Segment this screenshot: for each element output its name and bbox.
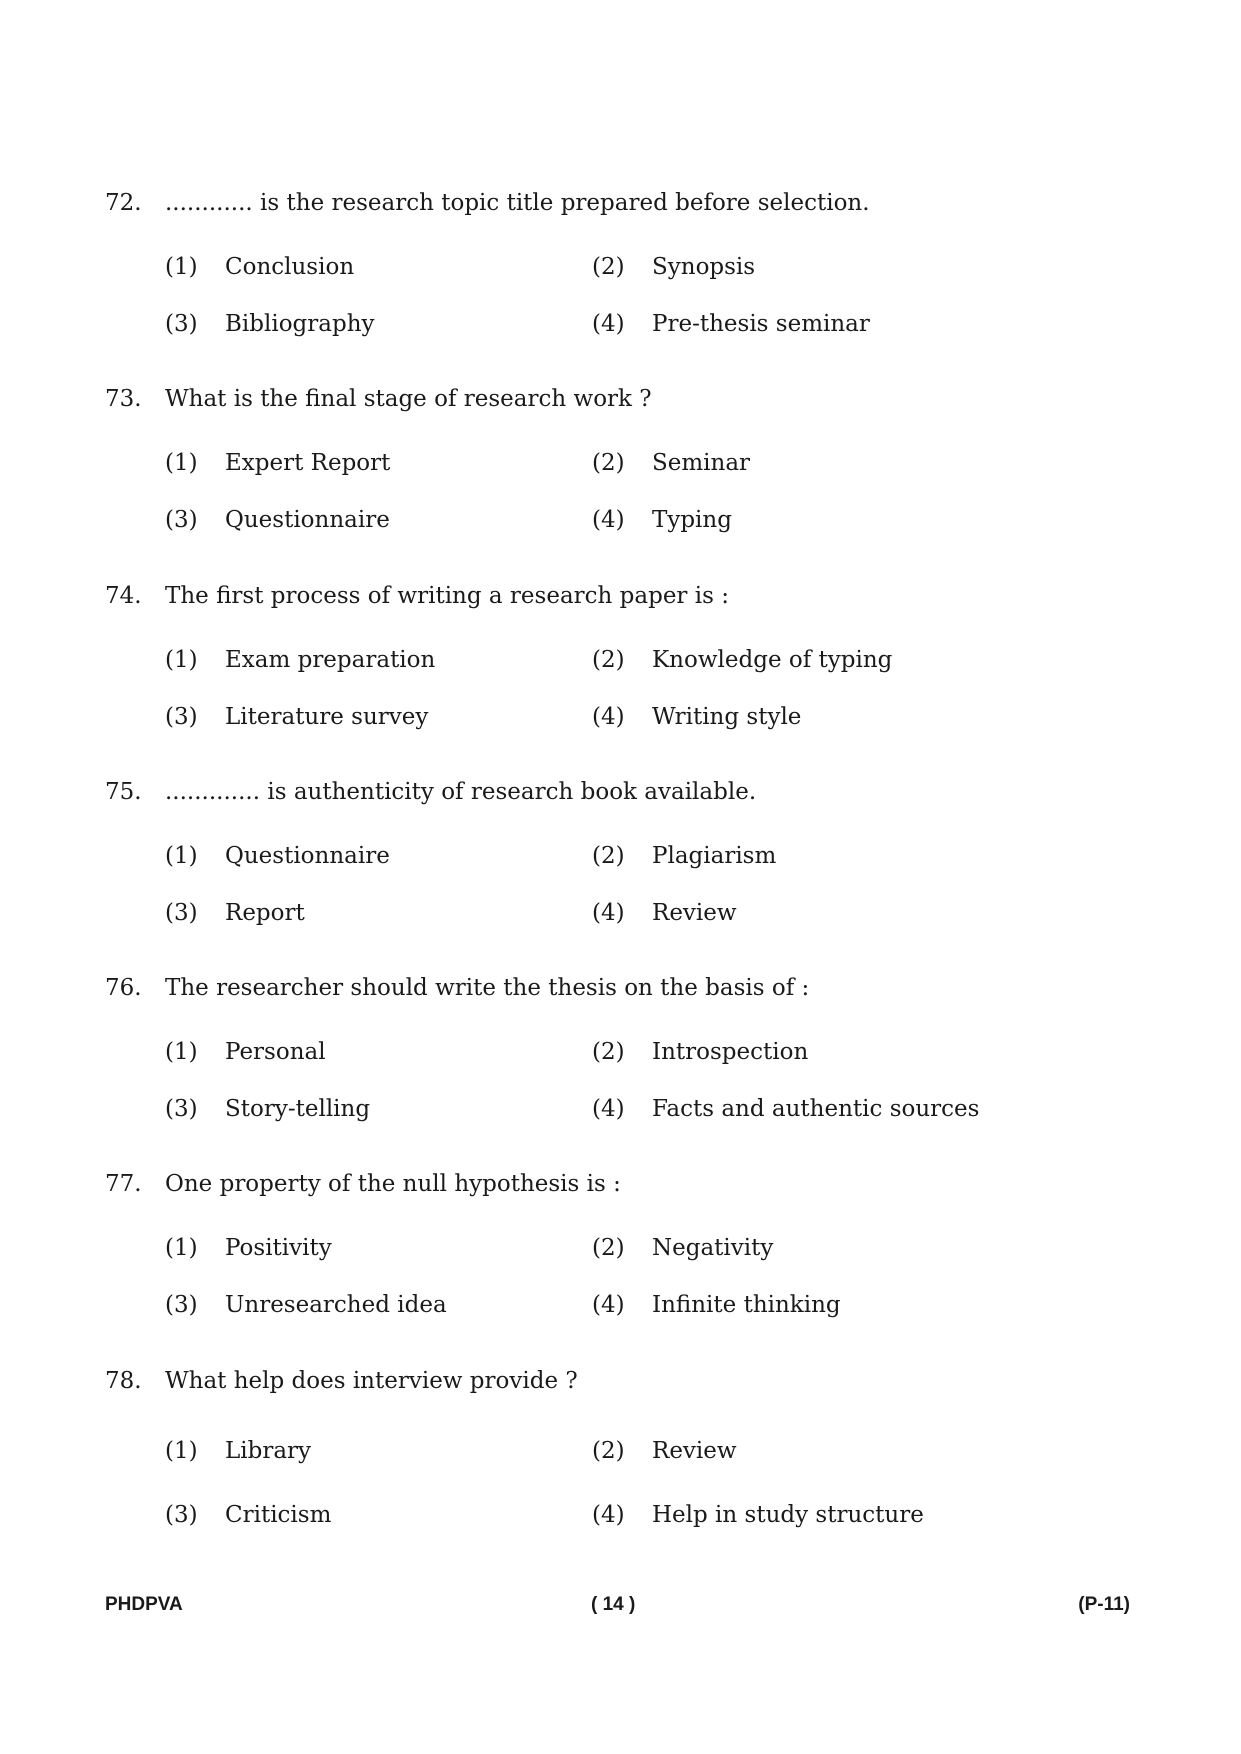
option-text: Knowledge of typing	[652, 647, 893, 673]
option-text: Review	[652, 1438, 737, 1464]
page-footer	[105, 1590, 1130, 1620]
question-text: ............. is authenticity of research book available.	[165, 779, 757, 805]
option-text: Bibliography	[225, 311, 375, 337]
option-row	[105, 893, 1145, 933]
option-row	[105, 500, 1145, 540]
option-number: (2)	[592, 1235, 625, 1261]
option-text: Infinite thinking	[652, 1292, 841, 1318]
option-number: (2)	[592, 843, 625, 869]
question-text: ............ is the research topic title prepared before selection.	[165, 190, 870, 216]
question-text: The researcher should write the thesis on the basis of :	[165, 975, 810, 1001]
question-77	[105, 1164, 1145, 1325]
question-stem	[105, 772, 1145, 812]
option-number: (4)	[592, 311, 625, 337]
question-stem	[105, 183, 1145, 223]
option-number: (2)	[592, 450, 625, 476]
option-number: (1)	[165, 1039, 198, 1065]
option-text: Introspection	[652, 1039, 809, 1065]
option-row	[105, 304, 1145, 344]
option-text: Review	[652, 900, 737, 926]
option-text: Library	[225, 1438, 312, 1464]
question-text: One property of the null hypothesis is :	[165, 1171, 621, 1197]
option-number: (2)	[592, 647, 625, 673]
option-text: Pre-thesis seminar	[652, 311, 870, 337]
option-text: Questionnaire	[225, 507, 390, 533]
option-text: Help in study structure	[652, 1502, 924, 1528]
option-number: (3)	[165, 1096, 198, 1122]
question-text: What help does interview provide ?	[165, 1368, 578, 1394]
question-stem	[105, 1164, 1145, 1204]
option-text: Unresearched idea	[225, 1292, 447, 1318]
set-code: (P-11)	[1078, 1594, 1130, 1615]
option-text: Report	[225, 900, 305, 926]
option-text: Facts and authentic sources	[652, 1096, 980, 1122]
option-number: (1)	[165, 254, 198, 280]
paper-code: PHDPVA	[105, 1594, 183, 1615]
option-number: (3)	[165, 1502, 198, 1528]
option-text: Personal	[225, 1039, 326, 1065]
option-text: Story-telling	[225, 1096, 371, 1122]
option-text: Questionnaire	[225, 843, 390, 869]
question-stem	[105, 576, 1145, 616]
question-73	[105, 379, 1145, 540]
option-row	[105, 640, 1145, 680]
option-text: Criticism	[225, 1502, 332, 1528]
option-row	[105, 1032, 1145, 1072]
option-text: Synopsis	[652, 254, 756, 280]
option-row	[105, 1228, 1145, 1268]
option-text: Positivity	[225, 1235, 332, 1261]
option-number: (1)	[165, 843, 198, 869]
option-text: Exam preparation	[225, 647, 436, 673]
option-number: (3)	[165, 704, 198, 730]
question-number: 72.	[105, 190, 142, 216]
option-text: Literature survey	[225, 704, 429, 730]
option-number: (4)	[592, 900, 625, 926]
option-number: (3)	[165, 507, 198, 533]
question-76	[105, 968, 1145, 1129]
question-number: 77.	[105, 1171, 142, 1197]
question-number: 74.	[105, 583, 142, 609]
option-row	[105, 697, 1145, 737]
option-number: (4)	[592, 1292, 625, 1318]
option-row	[105, 1089, 1145, 1129]
option-number: (2)	[592, 1438, 625, 1464]
question-stem	[105, 968, 1145, 1008]
option-row	[105, 247, 1145, 287]
option-row	[105, 1431, 1145, 1471]
option-number: (4)	[592, 507, 625, 533]
question-text: What is the final stage of research work ?	[165, 386, 652, 412]
option-text: Negativity	[652, 1235, 774, 1261]
option-text: Conclusion	[225, 254, 355, 280]
option-number: (4)	[592, 1502, 625, 1528]
option-number: (1)	[165, 647, 198, 673]
option-row	[105, 1495, 1145, 1535]
option-number: (3)	[165, 1292, 198, 1318]
option-number: (4)	[592, 704, 625, 730]
page-number: ( 14 )	[591, 1594, 636, 1615]
question-number: 73.	[105, 386, 142, 412]
option-text: Typing	[652, 507, 732, 533]
question-number: 75.	[105, 779, 142, 805]
question-stem	[105, 379, 1145, 419]
question-75	[105, 772, 1145, 933]
option-row	[105, 443, 1145, 483]
option-text: Seminar	[652, 450, 751, 476]
option-number: (4)	[592, 1096, 625, 1122]
option-row	[105, 836, 1145, 876]
option-number: (1)	[165, 450, 198, 476]
option-number: (1)	[165, 1438, 198, 1464]
question-number: 78.	[105, 1368, 142, 1394]
question-74	[105, 576, 1145, 737]
question-72	[105, 183, 1145, 344]
option-text: Writing style	[652, 704, 802, 730]
option-number: (1)	[165, 1235, 198, 1261]
option-text: Plagiarism	[652, 843, 777, 869]
question-number: 76.	[105, 975, 142, 1001]
question-78	[105, 1361, 1145, 1535]
option-number: (3)	[165, 900, 198, 926]
option-number: (2)	[592, 1039, 625, 1065]
option-number: (2)	[592, 254, 625, 280]
question-stem	[105, 1361, 1145, 1401]
question-text: The first process of writing a research paper is :	[165, 583, 729, 609]
option-number: (3)	[165, 311, 198, 337]
option-row	[105, 1285, 1145, 1325]
option-text: Expert Report	[225, 450, 391, 476]
